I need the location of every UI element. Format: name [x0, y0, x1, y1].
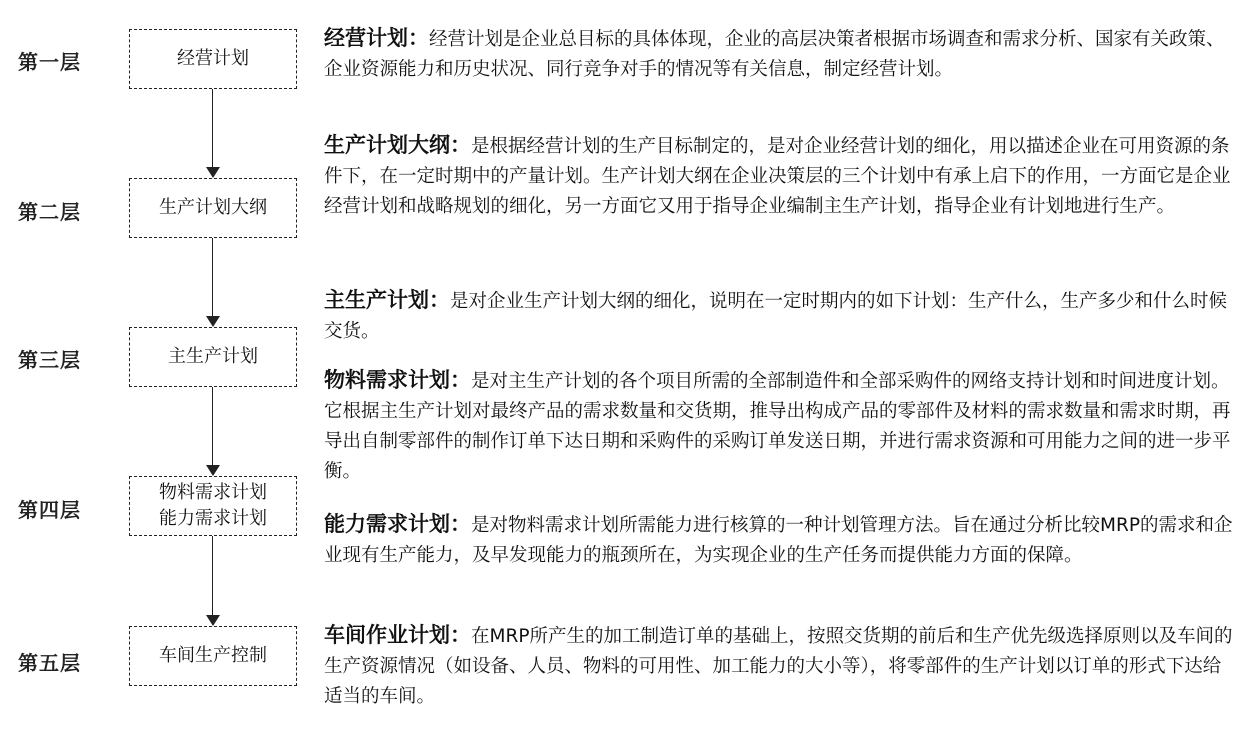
connector-line-1 — [212, 89, 213, 168]
layer-label-4: 第四层 — [18, 498, 81, 522]
level-box-text: 主生产计划 — [168, 346, 258, 367]
level-box-master-schedule — [129, 327, 297, 387]
level-box-shop-floor-control — [129, 626, 297, 686]
arrow-down-icon — [206, 615, 220, 626]
layer-label-3: 第三层 — [18, 348, 81, 372]
level-box-production-plan — [129, 178, 297, 238]
description-text: 是对主生产计划的各个项目所需的全部制造件和全部采购件的网络支持计划和时间进度计划。它根据主生产计划对最终产品的需求数量和交货期，推导出构成产品的零部件及材料的需求数量和需求时期，再导出自制零部件的制作订单下达日期和采购件的采购订单发送日期，并进行需求资源和可用能力之间的进一步平衡。 — [324, 371, 1231, 482]
arrow-down-icon — [206, 465, 220, 476]
arrow-down-icon — [206, 167, 220, 178]
description-text: 经营计划是企业总目标的具体体现，企业的高层决策者根据市场调查和需求分析、国家有关政策、企业资源能力和历史状况、同行竞争对手的情况等有关信息，制定经营计划。 — [324, 29, 1225, 80]
level-box-text: 经营计划 — [177, 48, 249, 69]
description-term: 物料需求计划： — [324, 368, 471, 392]
connector-line-4 — [212, 536, 213, 616]
connector-line-2 — [212, 238, 213, 317]
layer-label-2: 第二层 — [18, 200, 81, 224]
arrow-down-icon — [206, 316, 220, 327]
level-box-text-line-2: 能力需求计划 — [159, 508, 267, 529]
description-master-schedule — [324, 285, 1236, 347]
description-business-plan — [324, 23, 1236, 85]
description-text: 是对企业生产计划大纲的细化，说明在一定时期内的如下计划：生产什么，生产多少和什么时候交货。 — [324, 291, 1228, 342]
layer-label-1: 第一层 — [18, 50, 81, 74]
description-text: 是对物料需求计划所需能力进行核算的一种计划管理方法。旨在通过分析比较MRP的需求和企业现有生产能力，及早发现能力的瓶颈所在，为实现企业的生产任务而提供能力方面的保障。 — [324, 515, 1233, 566]
description-text: 在MRP所产生的加工制造订单的基础上，按照交货期的前后和生产优先级选择原则以及车间的生产资源情况（如设备、人员、物料的可用性、加工能力的大小等），将零部件的生产计划以订单的形式下达给适当的车间。 — [324, 626, 1233, 707]
connector-line-3 — [212, 387, 213, 466]
level-box-text-line-1: 物料需求计划 — [159, 482, 267, 503]
description-term: 主生产计划： — [324, 288, 450, 312]
level-box-mrp-crp — [129, 476, 297, 536]
description-mrp — [324, 365, 1236, 487]
level-box-text: 车间生产控制 — [159, 645, 267, 666]
level-box-business-plan — [129, 29, 297, 89]
description-shop-floor — [324, 620, 1236, 712]
description-term: 生产计划大纲： — [324, 133, 471, 157]
layer-label-5: 第五层 — [18, 651, 81, 675]
description-term: 车间作业计划： — [324, 623, 471, 647]
description-crp — [324, 509, 1236, 571]
level-box-text: 生产计划大纲 — [159, 197, 267, 218]
description-term: 经营计划： — [324, 26, 429, 50]
description-production-plan — [324, 130, 1236, 222]
description-text: 是根据经营计划的生产目标制定的，是对企业经营计划的细化，用以描述企业在可用资源的条件下，在一定时期中的产量计划。生产计划大纲在企业决策层的三个计划中有承上启下的作用，一方面它是企业经营计划和战略规划的细化，另一方面它又用于指导企业编制主生产计划，指导企业有计划地进行生产。 — [324, 136, 1231, 217]
description-term: 能力需求计划： — [324, 512, 471, 536]
